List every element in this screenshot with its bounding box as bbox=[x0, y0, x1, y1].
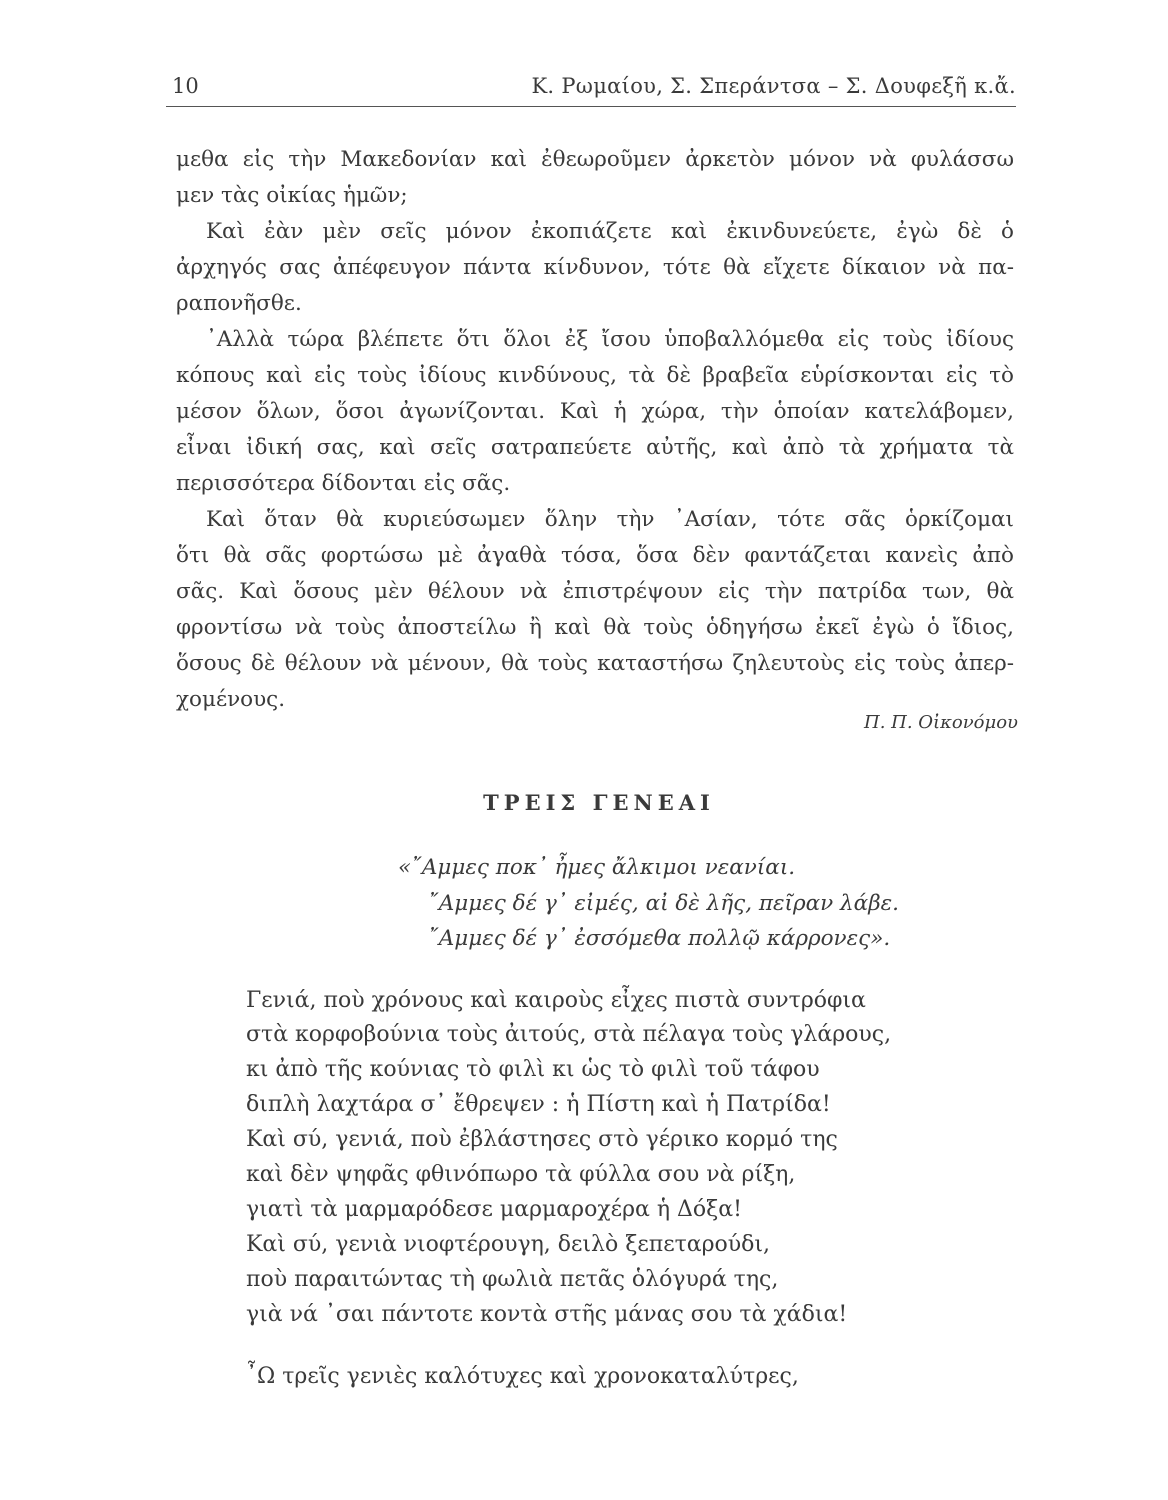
prose-line: μέσον ὅλων, ὅσοι ἀγωνίζονται. Καὶ ἡ χώρα, τὴν ὁποίαν κατελάβομεν, bbox=[176, 399, 1014, 424]
poem-final-line: ῏Ω τρεῖς γενιὲς καλότυχες καὶ χρονοκαταλύτρες, bbox=[246, 1364, 799, 1389]
poem-line: κι ἀπὸ τῆς κούνιας τὸ φιλὶ κι ὡς τὸ φιλὶ τοῦ τάφου bbox=[246, 1057, 820, 1082]
running-head: Κ. Ρωμαίου, Σ. Σπεράντσα – Σ. Δουφεξῆ κ.ἄ. bbox=[531, 74, 1016, 98]
author-signature: Π. Π. Οἰκονόμου bbox=[864, 712, 1018, 733]
poem-line: Γενιά, ποὺ χρόνους καὶ καιροὺς εἶχες πιστὰ συντρόφια bbox=[246, 988, 866, 1013]
section-title: ΤΡΕΙΣ ΓΕΝΕΑΙ bbox=[483, 790, 715, 815]
prose-line: Καὶ ἐὰν μὲν σεῖς μόνον ἐκοπιάζετε καὶ ἐκινδυνεύετε, ἐγὼ δὲ ὁ bbox=[206, 219, 1014, 244]
prose-line: ὅσους δὲ θέλουν νὰ μένουν, θὰ τοὺς καταστήσω ζηλευτοὺς εἰς τοὺς ἀπερ- bbox=[176, 651, 1014, 676]
poem-line: διπλὴ λαχτάρα σ᾿ ἔθρεψεν : ἡ Πίστη καὶ ἡ Πατρίδα! bbox=[246, 1092, 831, 1117]
epigraph-line: «῎Αμμες ποκ᾿ ἦμες ἄλκιμοι νεανίαι. bbox=[398, 855, 796, 880]
prose-line: φροντίσω νὰ τοὺς ἀποστείλω ἢ καὶ θὰ τοὺς ὁδηγήσω ἐκεῖ ἐγὼ ὁ ἴδιος, bbox=[176, 615, 1014, 640]
poem-line: καὶ δὲν ψηφᾶς φθινόπωρο τὰ φύλλα σου νὰ ρίξη, bbox=[246, 1162, 796, 1187]
poem-line: στὰ κορφοβούνια τοὺς ἀιτούς, στὰ πέλαγα τοὺς γλάρους, bbox=[246, 1022, 892, 1047]
prose-line: Καὶ ὅταν θὰ κυριεύσωμεν ὅλην τὴν ᾿Ασίαν, τότε σᾶς ὁρκίζομαι bbox=[206, 507, 1014, 532]
prose-line: ἀρχηγός σας ἀπέφευγον πάντα κίνδυνον, τότε θὰ εἴχετε δίκαιον νὰ πα- bbox=[176, 255, 1014, 280]
prose-line: ᾿Αλλὰ τώρα βλέπετε ὅτι ὅλοι ἐξ ἴσου ὑποβαλλόμεθα εἰς τοὺς ἰδίους bbox=[206, 327, 1014, 352]
page-number: 10 bbox=[172, 74, 199, 98]
epigraph-line: ῎Αμμες δέ γ᾿ ἐσσόμεθα πολλῷ κάρρονες». bbox=[428, 926, 891, 951]
prose-line: ραπονῆσθε. bbox=[176, 291, 302, 316]
prose-line: εἶναι ἰδική σας, καὶ σεῖς σατραπεύετε αὐτῆς, καὶ ἀπὸ τὰ χρήματα τὰ bbox=[176, 435, 1014, 460]
poem-line: ποὺ παραιτώντας τὴ φωλιὰ πετᾶς ὁλόγυρά της, bbox=[246, 1267, 779, 1292]
prose-line: κόπους καὶ εἰς τοὺς ἰδίους κινδύνους, τὰ δὲ βραβεῖα εὑρίσκονται εἰς τὸ bbox=[176, 363, 1014, 388]
poem-line: γιὰ νά ᾿σαι πάντοτε κοντὰ στῆς μάνας σου τὰ χάδια! bbox=[246, 1302, 848, 1327]
poem-line: γιατὶ τὰ μαρμαρόδεσε μαρμαροχέρα ἡ Δόξα! bbox=[246, 1197, 742, 1222]
poem-line: Καὶ σύ, γενιά, ποὺ ἐβλάστησες στὸ γέρικο κορμό της bbox=[246, 1127, 838, 1152]
prose-line: μεν τὰς οἰκίας ἡμῶν; bbox=[176, 183, 408, 208]
prose-line: χομένους. bbox=[176, 687, 286, 712]
poem-line: Καὶ σύ, γενιὰ νιοφτέρουγη, δειλὸ ξεπεταρούδι, bbox=[246, 1232, 771, 1257]
prose-line: περισσότερα δίδονται εἰς σᾶς. bbox=[176, 471, 511, 496]
epigraph-line: ῎Αμμες δέ γ᾿ εἰμές, αἰ δὲ λῆς, πεῖραν λάβε. bbox=[428, 891, 899, 916]
prose-line: ὅτι θὰ σᾶς φορτώσω μὲ ἀγαθὰ τόσα, ὅσα δὲν φαντάζεται κανεὶς ἀπὸ bbox=[176, 543, 1014, 568]
prose-line: σᾶς. Καὶ ὅσους μὲν θέλουν νὰ ἐπιστρέψουν εἰς τὴν πατρίδα των, θὰ bbox=[176, 579, 1014, 604]
header-rule bbox=[166, 106, 1016, 107]
prose-line: μεθα εἰς τὴν Μακεδονίαν καὶ ἐθεωροῦμεν ἀρκετὸν μόνον νὰ φυλάσσω bbox=[176, 147, 1014, 172]
